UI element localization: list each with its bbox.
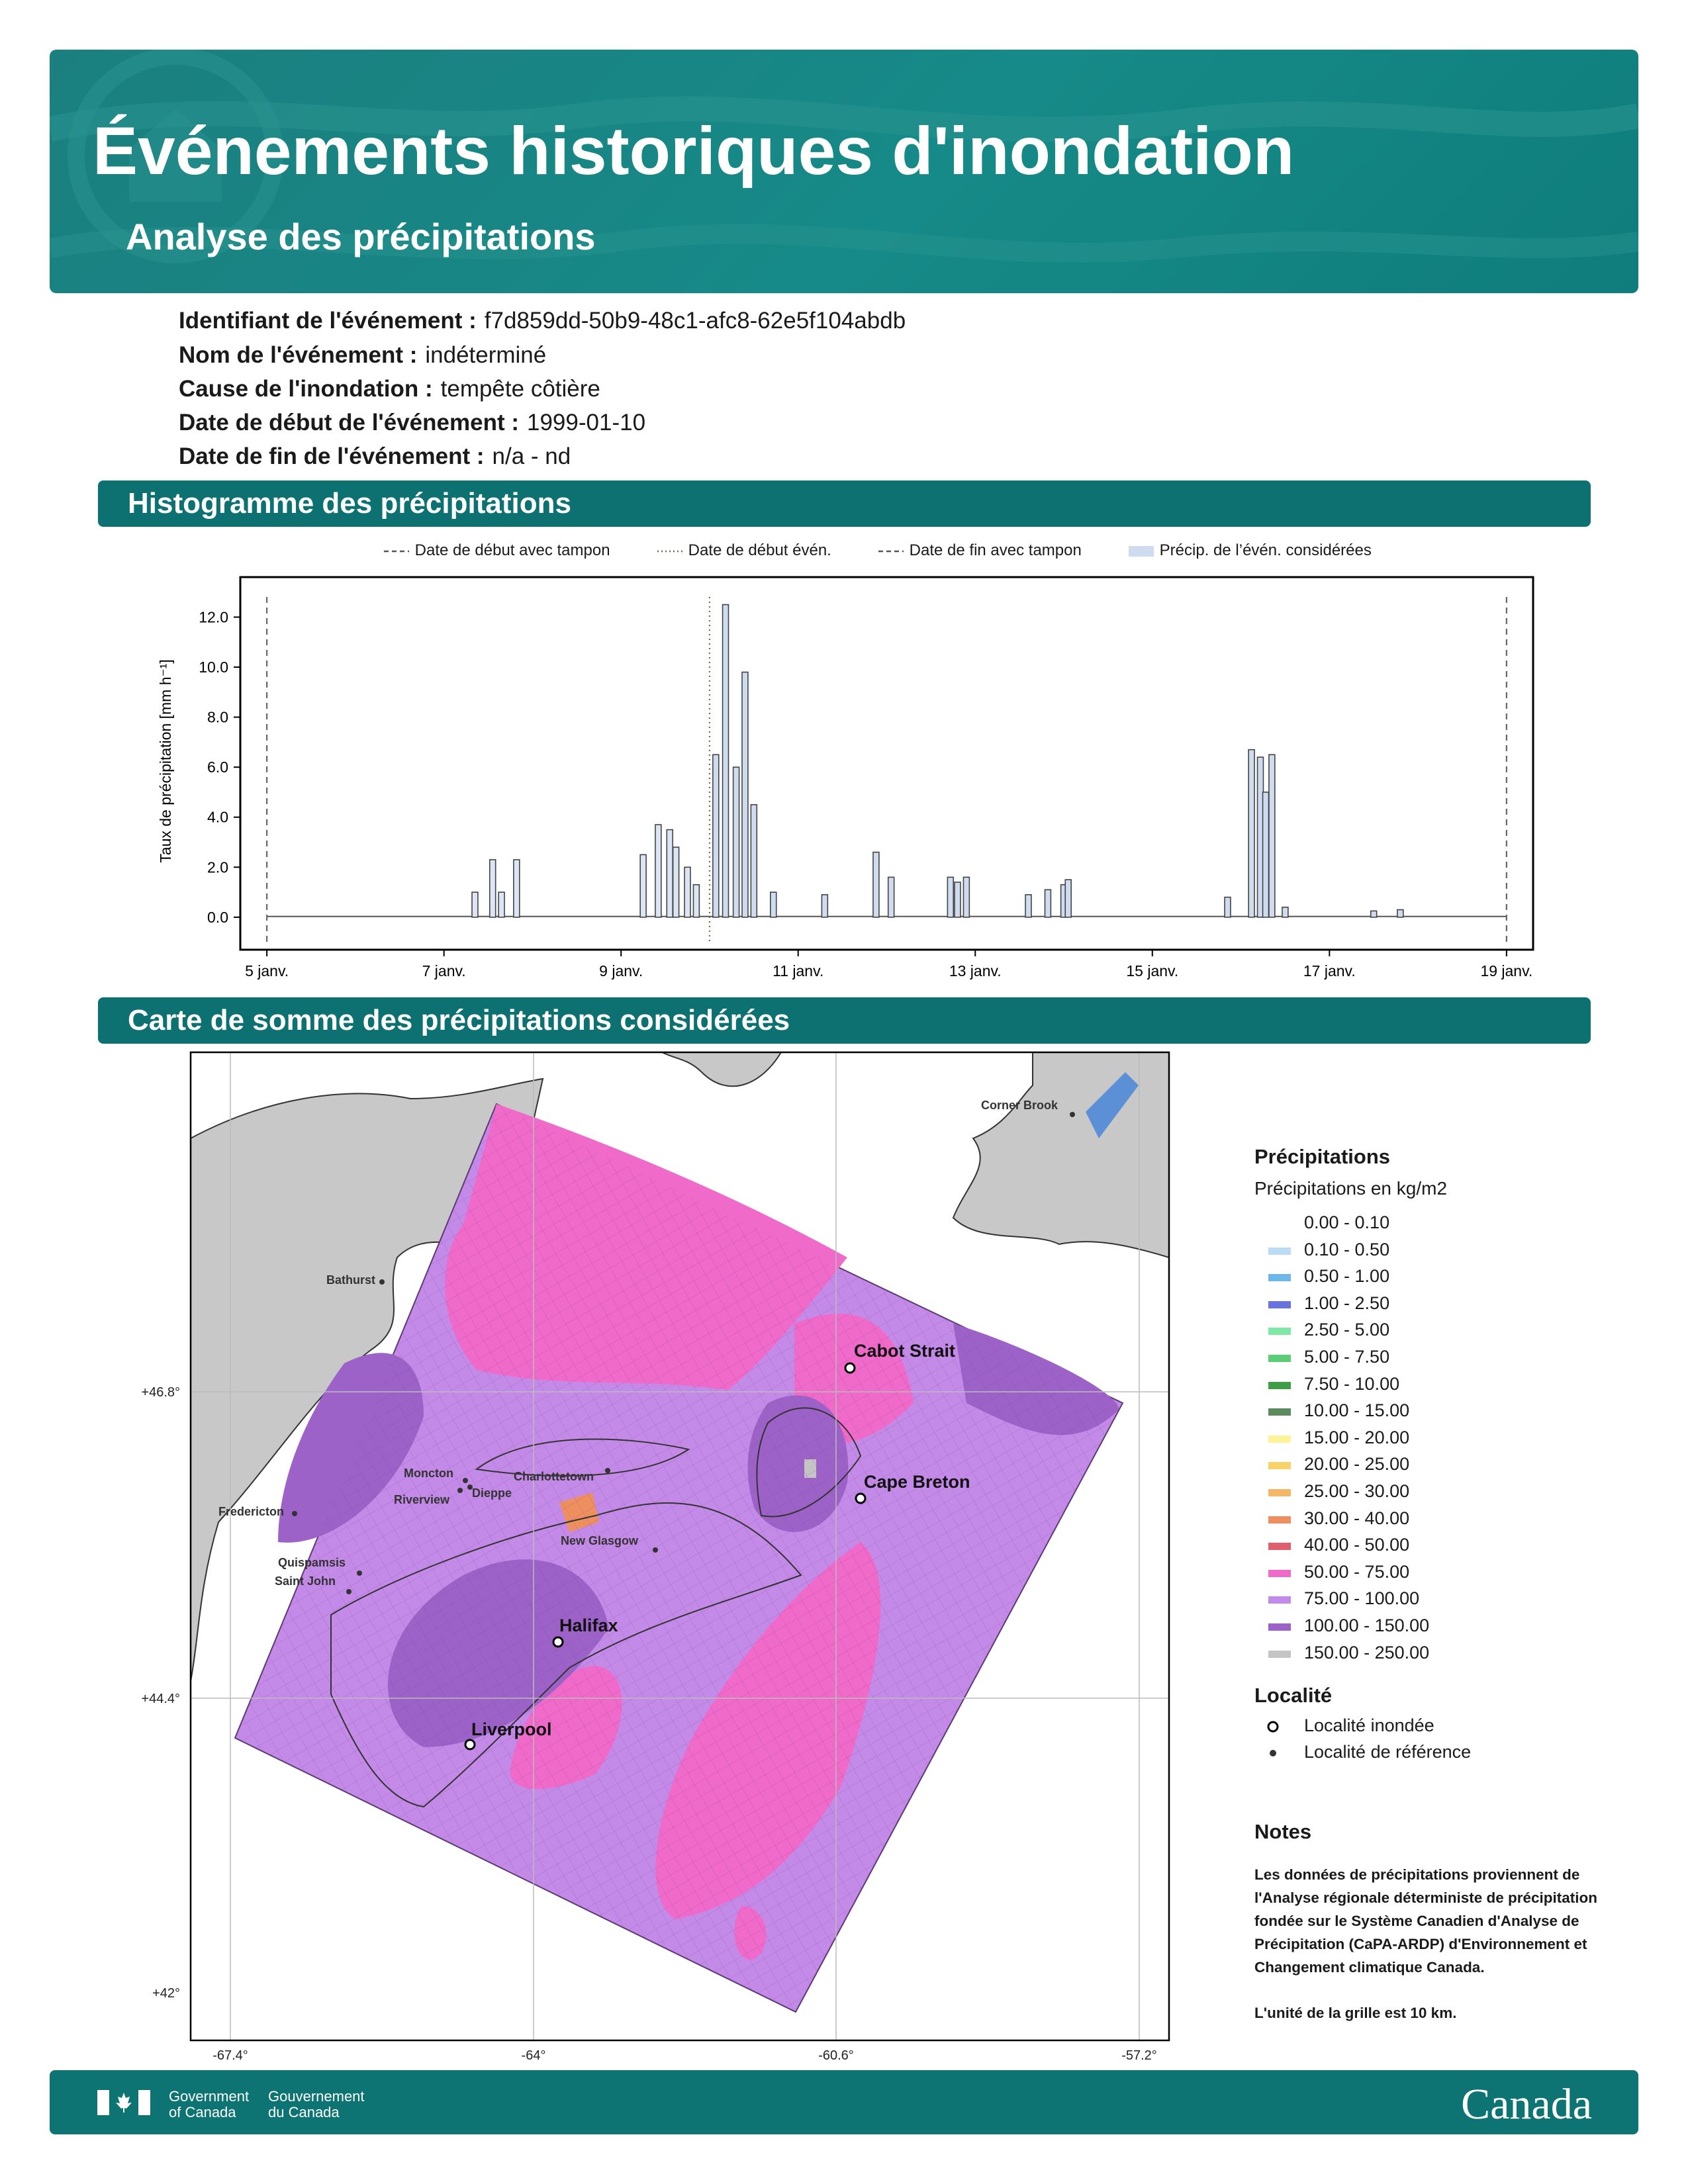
locality-label: Riverview [394, 1493, 450, 1506]
event-cause-label: Cause de l'inondation : [179, 376, 433, 402]
notes-grid-unit: L'unité de la grille est 10 km. [1254, 2005, 1457, 2021]
legend-class-label: 50.00 - 75.00 [1304, 1561, 1410, 1582]
flooded-locality-icon [1266, 1719, 1280, 1734]
event-cause-value: tempête côtière [440, 376, 600, 402]
locality-legend-title: Localité [1254, 1684, 1333, 1707]
lon-label: -57.2° [1121, 2048, 1157, 2063]
flooded-locality-marker[interactable] [856, 1494, 865, 1503]
y-tick-label: 4.0 [207, 808, 228, 826]
reference-locality-marker[interactable] [357, 1570, 362, 1576]
y-tick-label: 2.0 [207, 858, 228, 876]
x-tick-label: 17 janv. [1303, 962, 1356, 979]
reference-locality-marker[interactable] [379, 1279, 385, 1285]
locality-reference-label: Localité de référence [1304, 1742, 1472, 1762]
event-name-value: indéterminé [425, 342, 547, 368]
canada-flag-icon [97, 2090, 150, 2115]
legend-swatch [1268, 1408, 1291, 1416]
lon-label: -67.4° [212, 2048, 248, 2063]
y-tick-label: 8.0 [207, 708, 228, 726]
legend-swatch [1268, 1623, 1291, 1631]
footer [50, 2070, 1638, 2134]
government-of-canada-en: Government of Canada [169, 2088, 250, 2120]
event-end-value: n/a - nd [492, 443, 571, 469]
legend-class-label: 100.00 - 150.00 [1304, 1615, 1430, 1635]
event-start-label: Date de début de l'événement : [179, 410, 519, 435]
y-tick-label: 10.0 [199, 659, 228, 676]
reference-locality-marker[interactable] [1070, 1112, 1075, 1117]
legend-class-label: 0.50 - 1.00 [1304, 1266, 1390, 1287]
reference-locality-marker[interactable] [457, 1488, 463, 1493]
x-tick-label: 9 janv. [599, 962, 643, 979]
legend-swatch [1268, 1596, 1291, 1604]
legend-swatch [1268, 1462, 1291, 1469]
flooded-locality-marker[interactable] [465, 1740, 475, 1749]
legend-class-label: 5.00 - 7.50 [1304, 1347, 1390, 1367]
legend-class-label: 10.00 - 15.00 [1304, 1400, 1410, 1421]
flooded-locality-marker[interactable] [845, 1363, 855, 1373]
legend-swatch [1268, 1328, 1291, 1335]
y-tick-label: 12.0 [199, 608, 228, 626]
x-tick-label: 7 janv. [422, 962, 466, 979]
y-axis-label: Taux de précipitation [mm h⁻¹] [157, 659, 174, 863]
x-tick-label: 19 janv. [1480, 962, 1533, 979]
legend-swatch [1268, 1489, 1291, 1496]
legend-class-label: 15.00 - 20.00 [1304, 1427, 1410, 1447]
locality-label: Moncton [404, 1467, 453, 1480]
notes-text: Les données de précipitations proviennent de l'Analyse régionale déterministe de précipitation fondée sur le Système Canadien d'Analyse de Précipitation (CaPA-ARDP) d'Environnement et Changement climatique Canada. [1254, 1866, 1597, 1976]
legend-event-start-label: Date de début évén. [688, 541, 831, 559]
reference-locality-marker[interactable] [605, 1468, 610, 1473]
legend-class-label: 0.10 - 0.50 [1304, 1239, 1390, 1259]
legend-swatch [1268, 1651, 1291, 1658]
reference-locality-marker[interactable] [346, 1589, 352, 1594]
locality-label: Cape Breton [864, 1472, 970, 1492]
locality-label: Fredericton [218, 1505, 285, 1518]
page-title: Événements historiques d'inondation [93, 113, 1295, 189]
x-tick-label: 11 janv. [773, 962, 824, 979]
reference-locality-marker[interactable] [463, 1478, 468, 1483]
legend-class-label: 150.00 - 250.00 [1304, 1642, 1430, 1662]
event-end-label: Date de fin de l'événement : [179, 443, 485, 469]
map-legend-subtitle: Précipitations en kg/m2 [1254, 1178, 1448, 1199]
canada-wordmark: Canada [1461, 2080, 1592, 2128]
legend-swatch [1268, 1543, 1291, 1550]
locality-label: Liverpool [471, 1719, 552, 1739]
map-section-title: Carte de somme des précipitations considérées [128, 1004, 790, 1036]
map-legend-title: Précipitations [1254, 1145, 1390, 1168]
locality-label: Charlottetown [514, 1470, 594, 1483]
locality-flooded-label: Localité inondée [1304, 1715, 1434, 1735]
legend-swatch [1268, 1570, 1291, 1577]
legend-swatch [1268, 1516, 1291, 1524]
legend-class-label: 1.00 - 2.50 [1304, 1293, 1390, 1313]
locality-label: Bathurst [326, 1273, 376, 1287]
reference-locality-icon [1266, 1746, 1280, 1760]
legend-swatch [1268, 1274, 1291, 1281]
locality-label: Quispamsis [278, 1556, 346, 1569]
gouvernement-du-canada-fr: Gouvernement du Canada [268, 2088, 365, 2120]
x-tick-label: 15 janv. [1126, 962, 1179, 979]
y-tick-label: 6.0 [207, 758, 228, 776]
event-id-label: Identifiant de l'événement : [179, 308, 477, 334]
legend-swatch [1268, 1435, 1291, 1443]
lat-label: +42° [152, 1986, 180, 2001]
y-tick-label: 0.0 [207, 908, 228, 926]
event-name-label: Nom de l'événement : [179, 342, 418, 368]
legend-class-label: 40.00 - 50.00 [1304, 1535, 1410, 1555]
legend-end-buffer-label: Date de fin avec tampon [909, 541, 1082, 559]
legend-start-buffer-label: Date de début avec tampon [414, 541, 610, 559]
legend-event-precip-label: Précip. de l’évén. considérées [1159, 541, 1372, 559]
x-tick-label: 13 janv. [949, 962, 1002, 979]
event-start-value: 1999-01-10 [527, 410, 646, 435]
legend-class-label: 2.50 - 5.00 [1304, 1320, 1390, 1340]
locality-label: Saint John [275, 1574, 336, 1588]
lon-label: -60.6° [818, 2048, 854, 2063]
legend-class-label: 7.50 - 10.00 [1304, 1373, 1400, 1394]
flooded-locality-marker[interactable] [553, 1637, 563, 1647]
lat-label: +46.8° [141, 1385, 180, 1400]
legend-class-label: 20.00 - 25.00 [1304, 1454, 1410, 1475]
lon-label: -64° [521, 2048, 546, 2063]
legend-swatch [1268, 1382, 1291, 1389]
notes-body [1254, 1863, 1599, 2025]
page-subtitle: Analyse des précipitations [126, 216, 596, 257]
legend-swatch [1268, 1220, 1291, 1228]
event-id-value: f7d859dd-50b9-48c1-afc8-62e5f104abdb [484, 308, 906, 334]
histogram-section-title: Histogramme des précipitations [128, 487, 571, 520]
legend-swatch [1268, 1301, 1291, 1308]
lat-label: +44.4° [141, 1692, 180, 1706]
locality-label: Corner Brook [981, 1099, 1058, 1112]
notes-title: Notes [1254, 1820, 1312, 1843]
legend-class-label: 30.00 - 40.00 [1304, 1508, 1410, 1528]
x-tick-label: 5 janv. [245, 962, 289, 979]
legend-class-label: 25.00 - 30.00 [1304, 1481, 1410, 1501]
legend-swatch [1268, 1355, 1291, 1362]
locality-label: Halifax [559, 1615, 618, 1635]
locality-label: Cabot Strait [854, 1341, 956, 1361]
legend-swatch [1268, 1248, 1291, 1255]
reference-locality-marker[interactable] [292, 1511, 297, 1516]
legend-class-label: 75.00 - 100.00 [1304, 1588, 1420, 1609]
legend-class-label: 0.00 - 0.10 [1304, 1212, 1390, 1232]
reference-locality-marker[interactable] [653, 1547, 658, 1553]
locality-label: Dieppe [472, 1486, 512, 1500]
locality-label: New Glasgow [561, 1534, 639, 1547]
